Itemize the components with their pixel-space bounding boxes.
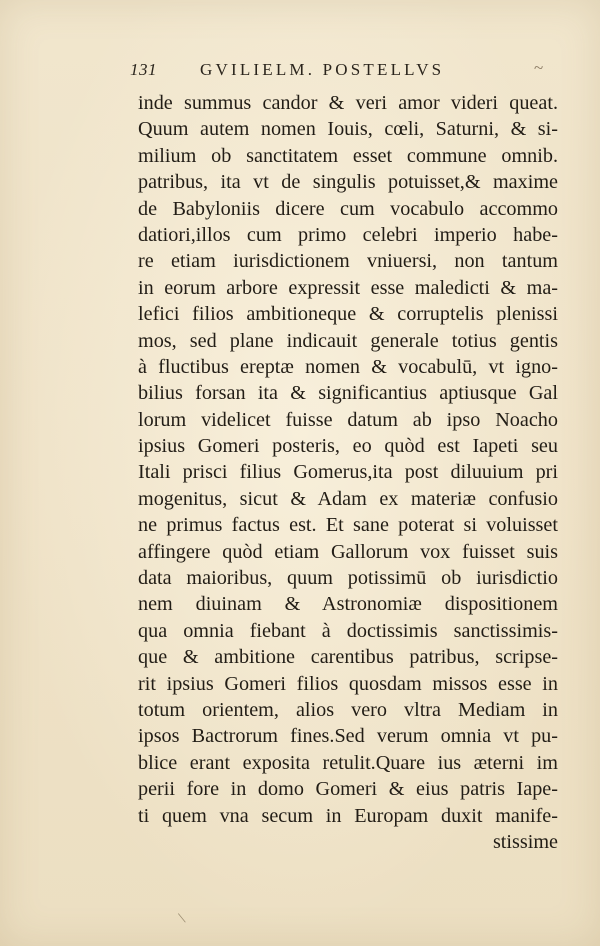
text-line: de Babyloniis dicere cum vocabulo accommo — [138, 197, 558, 220]
text-line: lorum videlicet fuisse datum ab ipso Noacho — [138, 408, 558, 431]
text-line: Quum autem nomen Iouis, cœli, Saturni, & si- — [138, 118, 558, 141]
text-line: re etiam iurisdictionem vniuersi, non tantum — [138, 250, 558, 273]
text-line: perii fore in domo Gomeri & eius patris Iape- — [138, 778, 558, 801]
text-line: ipsos Bactrorum fines.Sed verum omnia vt pu- — [138, 725, 558, 748]
text-line: à fluctibus ereptæ nomen & vocabulū, vt igno- — [138, 355, 558, 378]
text-line: inde summus candor & veri amor videri queat. — [138, 92, 558, 114]
text-line: mogenitus, sicut & Adam ex materiæ confusio — [138, 487, 558, 510]
text-line: qua omnia fiebant à doctissimis sanctissimis- — [138, 619, 558, 642]
text-line: Itali prisci filius Gomerus,ita post diluuium pri — [138, 461, 558, 484]
page-blemish: \ — [177, 909, 188, 928]
running-head-mark: ~ — [534, 58, 544, 77]
catchword: stissime — [492, 830, 558, 853]
author-name: GVILIELM. POSTELLVS — [200, 60, 445, 79]
page-number: 131 — [130, 60, 157, 79]
text-line: nem diuinam & Astronomiæ dispositionem — [138, 593, 558, 616]
text-line: que & ambitione carentibus patribus, scripse- — [138, 646, 558, 669]
body-text — [138, 90, 558, 855]
text-line: mos, sed plane indicauit generale totius gentis — [138, 329, 558, 352]
running-head — [130, 58, 550, 88]
text-line: ne primus factus est. Et sane poterat si voluisset — [138, 514, 558, 537]
text-line: in eorum arbore expressit esse maledicti & ma- — [138, 276, 558, 299]
text-line: datiori,illos cum primo celebri imperio habe- — [138, 223, 558, 246]
text-line: data maioribus, quum potissimū ob iurisdictio — [138, 567, 558, 590]
text-line: totum orientem, alios vero vltra Mediam in — [138, 698, 558, 721]
text-line: blice erant exposita retulit.Quare ius æterni im — [138, 751, 558, 774]
text-line: bilius forsan ita & significantius aptiusque Gal — [138, 382, 558, 405]
text-line: lefici filios ambitioneque & corruptelis plenissi — [138, 303, 558, 326]
text-line: patribus, ita vt de singulis potuisset,& maxime — [138, 171, 558, 194]
text-line: ipsius Gomeri posteris, eo quòd est Iapeti seu — [138, 435, 558, 458]
text-line: affingere quòd etiam Gallorum vox fuisset suis — [138, 540, 558, 563]
text-line: ti quem vna secum in Europam duxit manife- — [138, 804, 558, 827]
text-line: rit ipsius Gomeri filios quosdam missos esse in — [138, 672, 558, 695]
text-line: milium ob sanctitatem esset commune omnib. — [138, 144, 558, 167]
